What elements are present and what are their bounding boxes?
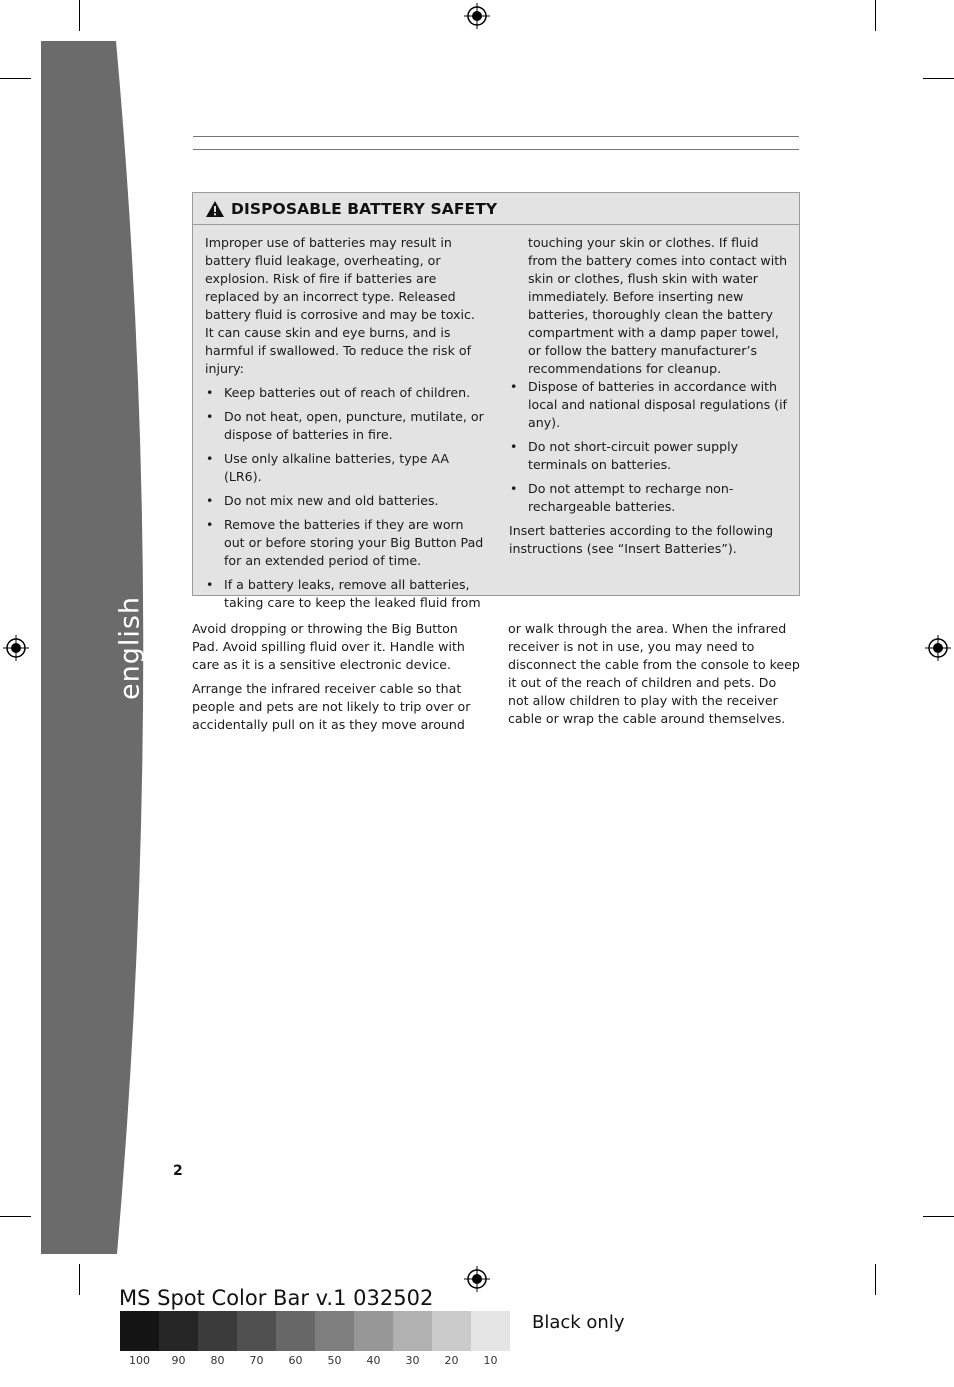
safety-column-right — [509, 234, 789, 558]
side-language-label: english — [114, 595, 146, 701]
crop-mark — [923, 78, 954, 79]
color-swatch — [315, 1311, 354, 1351]
safety-intro: Improper use of batteries may result in battery fluid leakage, overheating, or explosion. Risk of fire if batteries are replaced by an incorrect type. Released battery fluid is corrosive and may be toxic. It can cause skin and eye burns, and is harmful if swallowed. To reduce the risk of injury: — [205, 235, 475, 376]
registration-mark-icon — [464, 1266, 490, 1292]
safety-bullet-list — [509, 378, 789, 516]
swatch-label: 40 — [366, 1354, 381, 1367]
safety-bullet: • Do not attempt to recharge non-rechargeable batteries. — [509, 480, 789, 516]
warning-triangle-icon — [205, 200, 225, 218]
body-paragraph: Arrange the infrared receiver cable so that people and pets are not likely to trip over or accidentally pull on it as they move around — [192, 681, 471, 732]
safety-bullet: • Do not mix new and old batteries. — [205, 492, 487, 510]
body-paragraph: or walk through the area. When the infrared receiver is not in use, you may need to disconnect the cable from the console to keep it out of the reach of children and pets. Do not allow children to play with the receiver cable or wrap the cable around themselves. — [508, 621, 800, 726]
body-column-left — [192, 620, 484, 740]
color-swatch — [159, 1311, 198, 1351]
body-column-right — [508, 620, 800, 734]
color-bar-note: Black only — [532, 1312, 625, 1333]
safety-box-header — [193, 193, 799, 225]
safety-bullet: • Dispose of batteries in accordance with local and national disposal regulations (if any). — [509, 378, 789, 432]
safety-bullet: • Use only alkaline batteries, type AA (LR6). — [205, 450, 487, 486]
safety-bullet: • Do not short-circuit power supply terminals on batteries. — [509, 438, 789, 474]
color-swatch — [432, 1311, 471, 1351]
safety-bullet-list — [205, 384, 487, 612]
safety-column-left — [205, 234, 487, 618]
color-swatch — [393, 1311, 432, 1351]
color-bar-labels — [120, 1354, 510, 1367]
swatch-label: 50 — [327, 1354, 342, 1367]
battery-safety-box — [192, 192, 800, 610]
color-swatch — [198, 1311, 237, 1351]
swatch-label: 90 — [171, 1354, 186, 1367]
header-rule — [193, 149, 799, 150]
registration-mark-icon — [464, 3, 490, 29]
safety-bullet-continuation: touching your skin or clothes. If fluid from the battery comes into contact with skin or clothes, flush skin with water immediately. Before inserting new batteries, thoroughly clean the battery compartment with a damp paper towel, or follow the battery manufacturer’s recommendations for cleanup. — [528, 235, 788, 376]
color-swatch — [237, 1311, 276, 1351]
swatch-label: 60 — [288, 1354, 303, 1367]
safety-closing: Insert batteries according to the following instructions (see “Insert Batteries”). — [509, 523, 774, 556]
swatch-label: 30 — [405, 1354, 420, 1367]
crop-mark — [875, 0, 876, 31]
safety-bullet: • Keep batteries out of reach of children. — [205, 384, 487, 402]
color-swatch — [276, 1311, 315, 1351]
header-rule — [193, 136, 799, 137]
crop-mark — [875, 1264, 876, 1295]
safety-bullet: • Remove the batteries if they are worn out or before storing your Big Button Pad for an extended period of time. — [205, 516, 487, 570]
page-number: 2 — [173, 1163, 183, 1179]
color-swatch — [120, 1311, 159, 1351]
swatch-label: 20 — [444, 1354, 459, 1367]
color-bar-swatches — [120, 1311, 510, 1351]
color-swatch — [354, 1311, 393, 1351]
swatch-label: 70 — [249, 1354, 264, 1367]
swatch-label: 100 — [129, 1354, 150, 1367]
safety-bullet: • Do not heat, open, puncture, mutilate, or dispose of batteries in fire. — [205, 408, 487, 444]
registration-mark-icon — [925, 635, 951, 661]
color-bar-title: MS Spot Color Bar v.1 032502 — [119, 1286, 434, 1310]
safety-box-title: DISPOSABLE BATTERY SAFETY — [231, 199, 498, 218]
crop-mark — [923, 1216, 954, 1217]
swatch-label: 10 — [483, 1354, 498, 1367]
color-swatch — [471, 1311, 510, 1351]
body-paragraph: Avoid dropping or throwing the Big Button Pad. Avoid spilling fluid over it. Handle with care as it is a sensitive electronic device. — [192, 621, 465, 672]
swatch-label: 80 — [210, 1354, 225, 1367]
safety-bullet: • If a battery leaks, remove all batteries, taking care to keep the leaked fluid from — [205, 576, 487, 612]
